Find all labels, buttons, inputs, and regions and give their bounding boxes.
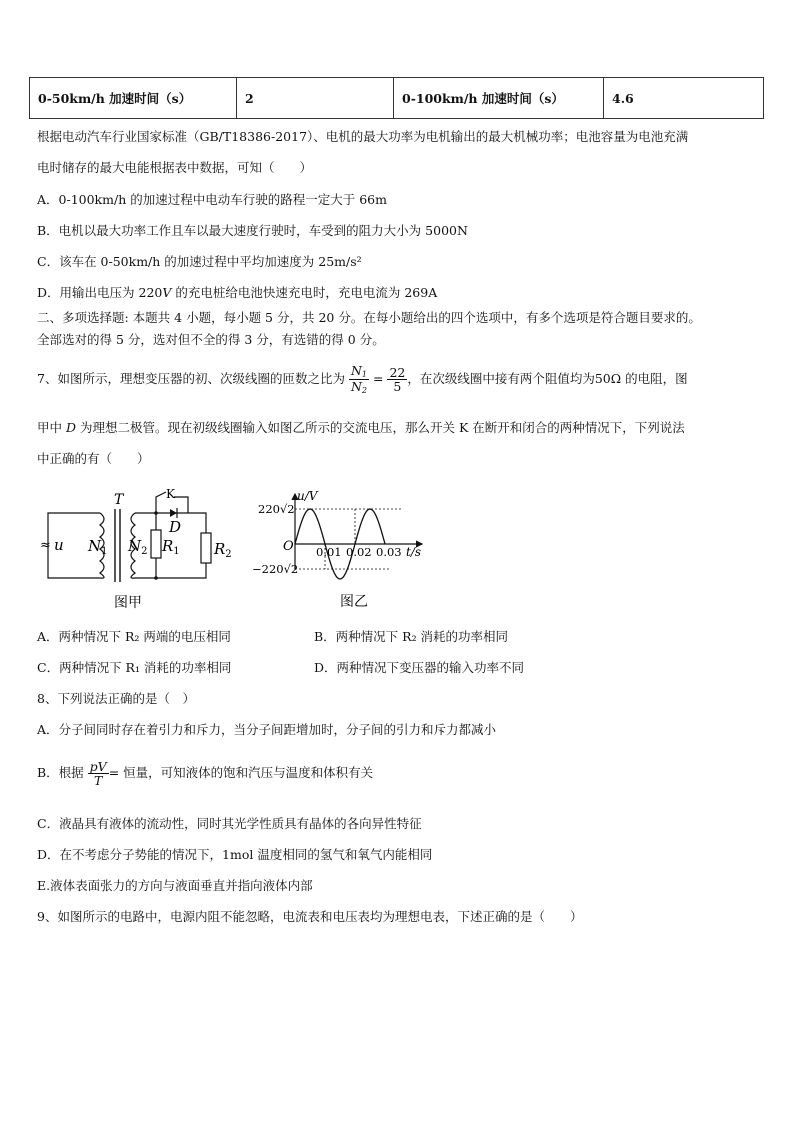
- ratio-value-fraction: $\frac{22}{5}$: [389, 364, 406, 394]
- label-r2: $R_2$: [214, 540, 232, 560]
- q7-stem-line2: 甲中 D 为理想二极管。现在初级线圈输入如图乙所示的交流电压，那么开关 K 在断开和闭合的两种情况下，下列说法: [37, 420, 685, 435]
- turns-ratio-fraction: $\frac{N_1}{N_2}$: [350, 362, 367, 395]
- q8-option-c: C．液晶具有液体的流动性，同时其光学性质具有晶体的各向异性特征: [37, 816, 422, 831]
- y-axis-label: u/V: [297, 489, 318, 503]
- waveform-figure-yi: [250, 488, 450, 613]
- q7-option-b: B．两种情况下 R₂ 消耗的功率相同: [314, 629, 509, 644]
- q8-option-e: E.液体表面张力的方向与液面垂直并指向液体内部: [37, 878, 313, 893]
- pv-over-t-fraction: $\frac{pV}{T}$: [89, 758, 107, 788]
- q8-stem: 8、下列说法正确的是（ ）: [37, 691, 195, 706]
- r1-resistor: [151, 530, 161, 558]
- y-bottom-label: −220√2: [252, 562, 299, 576]
- ac-source-icon: ≈: [40, 538, 51, 553]
- x-tick-1: 0.01: [316, 545, 342, 559]
- table-cell: 4.6: [604, 78, 764, 119]
- table-cell: 0-50km/h 加速时间（s）: [30, 78, 237, 119]
- section2-line2: 全部选对的得 5 分，选对但不全的得 3 分，有选错的得 0 分。: [37, 332, 385, 347]
- q6-option-a: A．0-100km/h 的加速过程中电动车行驶的路程一定大于 66m: [37, 192, 387, 207]
- q6-option-c: C．该车在 0-50km/h 的加速过程中平均加速度为 25m/s²: [37, 254, 362, 269]
- label-t: T: [114, 492, 124, 508]
- q7-stem-line3: 中正确的有（ ）: [37, 451, 150, 466]
- y-top-label: 220√2: [258, 502, 295, 516]
- x-axis-label: t/s: [406, 545, 422, 559]
- circuit-figure-jia: [38, 485, 232, 615]
- diode-symbol: [170, 509, 177, 517]
- q6-option-b: B．电机以最大功率工作且车以最大速度行驶时，车受到的阻力大小为 5000N: [37, 223, 468, 238]
- q8-option-a: A．分子间同时存在着引力和斥力，当分子间距增加时，分子间的引力和斥力都减小: [37, 722, 497, 737]
- section2-line1: 二、多项选择题: 本题共 4 小题，每小题 5 分，共 20 分。在每小题给出的四个选项中，有多个选项是符合题目要求的。: [37, 310, 701, 325]
- figure-caption-jia: 图甲: [114, 595, 142, 611]
- x-tick-3: 0.03: [376, 545, 402, 559]
- q6-stem-line2: 电时储存的最大电能根据表中数据，可知（ ）: [37, 160, 313, 175]
- q6-stem-line1: 根据电动汽车行业国家标准（GB/T18386-2017）、电机的最大功率为电机输出的最大机械功率；电池容量为电池充满: [37, 129, 689, 144]
- label-n1: $N_1$: [88, 537, 108, 557]
- q8-option-d: D．在不考虑分子势能的情况下，1mol 温度相同的氢气和氧气内能相同: [37, 847, 433, 862]
- q7-option-d: D．两种情况下变压器的输入功率不同: [314, 660, 525, 675]
- q9-stem: 9、如图所示的电路中，电源内阻不能忽略，电流表和电压表均为理想电表，下述正确的是（ ）: [37, 909, 583, 924]
- label-k: K: [166, 487, 175, 501]
- q7-stem-line1: 7、如图所示，理想变压器的初、次级线圈的匝数之比为 $\frac{N_1}{N_2}$ = $\frac{22}{5}$ ，在次级线圈中接有两个阻值均为50Ω 的电阻，图: [37, 362, 688, 395]
- label-n2: $N_2$: [128, 537, 148, 557]
- q7-option-a: A．两种情况下 R₂ 两端的电压相同: [37, 629, 231, 644]
- x-tick-2: 0.02: [346, 545, 372, 559]
- label-d: D: [169, 518, 182, 536]
- q8-option-b: B．根据 $\frac{pV}{T}$ = 恒量，可知液体的饱和汽压与温度和体积有关: [37, 758, 374, 788]
- spec-table: [29, 77, 764, 119]
- origin-label: O: [283, 539, 294, 554]
- table-cell: 0-100km/h 加速时间（s）: [394, 78, 604, 119]
- q6-option-d: D．用输出电压为 220V 的充电桩给电池快速充电时，充电电流为 269A: [37, 285, 438, 300]
- q7-option-c: C．两种情况下 R₁ 消耗的功率相同: [37, 660, 232, 675]
- label-u: u: [54, 536, 64, 554]
- figure-caption-yi: 图乙: [340, 594, 368, 610]
- table-row: [30, 78, 764, 119]
- r2-resistor: [201, 533, 211, 563]
- table-cell: 2: [237, 78, 394, 119]
- label-r1: $R_1$: [162, 537, 180, 557]
